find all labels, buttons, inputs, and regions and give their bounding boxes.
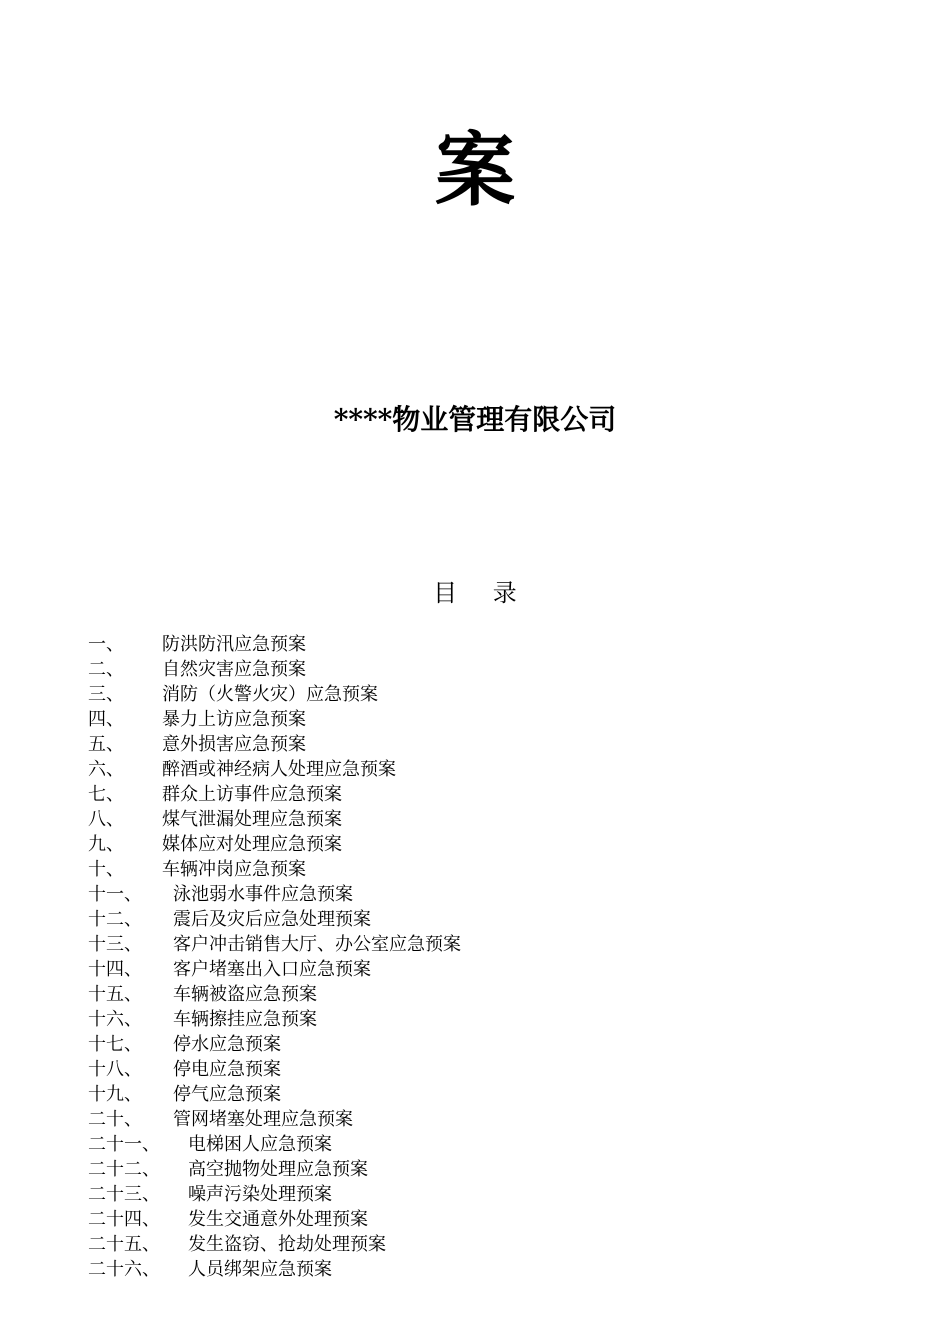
toc-item-number: 十二、 <box>88 909 142 930</box>
toc-item-number: 十四、 <box>88 959 142 980</box>
toc-item <box>88 857 461 882</box>
toc-item-number: 十三、 <box>88 934 142 955</box>
toc-item-label: 媒体应对处理应急预案 <box>162 834 342 855</box>
toc-item <box>88 1132 461 1157</box>
toc-item-label: 意外损害应急预案 <box>162 734 306 755</box>
toc-item <box>88 882 461 907</box>
toc-item-label: 高空抛物处理应急预案 <box>188 1159 368 1180</box>
toc-item <box>88 1032 461 1057</box>
toc-item-label: 煤气泄漏处理应急预案 <box>162 809 342 830</box>
toc-item <box>88 632 461 657</box>
toc-item-number: 十一、 <box>88 884 142 905</box>
toc-item-number: 二十四、 <box>88 1209 160 1230</box>
toc-item-label: 车辆被盗应急预案 <box>173 984 317 1005</box>
toc-item <box>88 1182 461 1207</box>
toc-item <box>88 957 461 982</box>
toc-item-number: 九、 <box>88 834 124 855</box>
toc-item-label: 防洪防汛应急预案 <box>162 634 306 655</box>
toc-item-label: 发生盗窃、抢劫处理预案 <box>188 1234 386 1255</box>
toc-item-number: 一、 <box>88 634 124 655</box>
toc-item-number: 二十五、 <box>88 1234 160 1255</box>
toc-item <box>88 657 461 682</box>
toc-item-number: 十九、 <box>88 1084 142 1105</box>
toc-item-label: 人员绑架应急预案 <box>188 1259 332 1280</box>
toc-item-number: 七、 <box>88 784 124 805</box>
toc-item-label: 车辆冲岗应急预案 <box>162 859 306 880</box>
company-name: ****物业管理有限公司 <box>333 403 617 436</box>
toc-item <box>88 1232 461 1257</box>
toc-item <box>88 1007 461 1032</box>
toc-item-label: 停电应急预案 <box>173 1059 281 1080</box>
toc-item-number: 六、 <box>88 759 124 780</box>
toc-heading: 目 录 <box>433 579 531 607</box>
toc-item-number: 二十三、 <box>88 1184 160 1205</box>
toc-item-label: 停水应急预案 <box>173 1034 281 1055</box>
toc-item-label: 电梯困人应急预案 <box>188 1134 332 1155</box>
toc-item-label: 震后及灾后应急处理预案 <box>173 909 371 930</box>
toc-item-number: 十七、 <box>88 1034 142 1055</box>
toc-item-label: 车辆擦挂应急预案 <box>173 1009 317 1030</box>
toc-item-label: 自然灾害应急预案 <box>162 659 306 680</box>
toc-item-number: 四、 <box>88 709 124 730</box>
toc-item-number: 二十、 <box>88 1109 142 1130</box>
toc-item-label: 醉酒或神经病人处理应急预案 <box>162 759 396 780</box>
toc-item-number: 二、 <box>88 659 124 680</box>
toc-list <box>88 632 461 1282</box>
toc-item-number: 十五、 <box>88 984 142 1005</box>
toc-item-number: 三、 <box>88 684 124 705</box>
toc-item-number: 五、 <box>88 734 124 755</box>
toc-item <box>88 1157 461 1182</box>
toc-item-number: 八、 <box>88 809 124 830</box>
toc-item-number: 十六、 <box>88 1009 142 1030</box>
toc-item <box>88 1207 461 1232</box>
toc-item <box>88 907 461 932</box>
toc-item <box>88 1107 461 1132</box>
toc-item-label: 暴力上访应急预案 <box>162 709 306 730</box>
toc-item-number: 二十二、 <box>88 1159 160 1180</box>
toc-item <box>88 757 461 782</box>
toc-item-number: 十八、 <box>88 1059 142 1080</box>
toc-item-number: 二十一、 <box>88 1134 160 1155</box>
toc-item-label: 噪声污染处理预案 <box>188 1184 332 1205</box>
toc-item-number: 二十六、 <box>88 1259 160 1280</box>
toc-item-label: 发生交通意外处理预案 <box>188 1209 368 1230</box>
toc-item-label: 管网堵塞处理应急预案 <box>173 1109 353 1130</box>
toc-item-label: 群众上访事件应急预案 <box>162 784 342 805</box>
toc-item-label: 客户堵塞出入口应急预案 <box>173 959 371 980</box>
toc-item <box>88 1057 461 1082</box>
toc-item <box>88 707 461 732</box>
toc-item <box>88 682 461 707</box>
toc-item <box>88 807 461 832</box>
cover-title: 案 <box>435 123 515 217</box>
toc-item <box>88 1082 461 1107</box>
toc-item <box>88 1257 461 1282</box>
toc-item <box>88 982 461 1007</box>
toc-item <box>88 832 461 857</box>
toc-item-label: 停气应急预案 <box>173 1084 281 1105</box>
toc-item-number: 十、 <box>88 859 124 880</box>
toc-item-label: 泳池弱水事件应急预案 <box>173 884 353 905</box>
toc-item <box>88 932 461 957</box>
toc-item <box>88 732 461 757</box>
toc-item-label: 消防（火警火灾）应急预案 <box>162 684 378 705</box>
toc-item-label: 客户冲击销售大厅、办公室应急预案 <box>173 934 461 955</box>
toc-item <box>88 782 461 807</box>
